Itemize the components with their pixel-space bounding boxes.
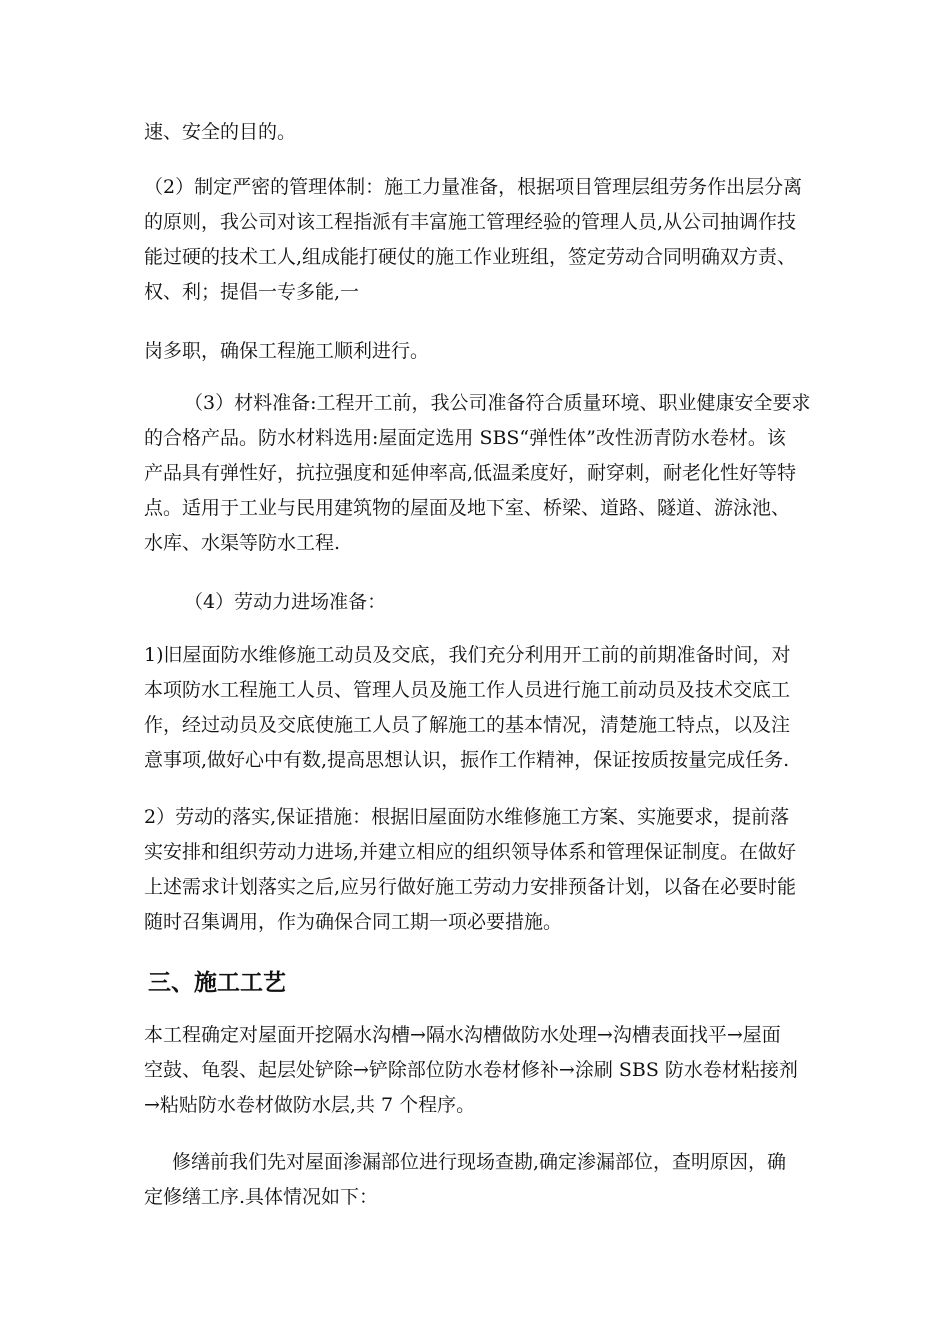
text-line: 空鼓、龟裂、起层处铲除→铲除部位防水卷材修补→涂刷 SBS 防水卷材粘接剂 — [144, 1059, 798, 1081]
paragraph-inspection — [144, 1145, 810, 1215]
paragraph-material-prep — [144, 386, 810, 561]
paragraph-mobilization — [144, 638, 810, 778]
text-line: （4）劳动力进场准备： — [184, 591, 387, 613]
text-line: 本项防水工程施工人员、管理人员及施工作人员进行施工前动员及技术交底工 — [144, 679, 791, 701]
text-line: 定修缮工序.具体情况如下： — [144, 1186, 379, 1208]
paragraph-process — [144, 1018, 810, 1123]
text-line: 能过硬的技术工人,组成能打硬仗的施工作业班组，签定劳动合同明确双方责、 — [144, 246, 797, 268]
text-line: 速、安全的目的。 — [144, 121, 297, 143]
text-line: →粘贴防水卷材做防水层,共 7 个程序。 — [144, 1094, 476, 1116]
text-line: （3）材料准备:工程开工前，我公司准备符合质量环境、职业健康安全要求 — [184, 392, 811, 414]
text-line: 的合格产品。防水材料选用:屋面定选用 SBS“弹性体”改性沥青防水卷材。该 — [144, 427, 786, 449]
text-line: 本工程确定对屋面开挖隔水沟槽→隔水沟槽做防水处理→沟槽表面找平→屋面 — [144, 1024, 781, 1046]
text-line: 意事项,做好心中有数,提高思想认识，振作工作精神，保证按质按量完成任务. — [144, 749, 790, 771]
text-line: 实安排和组织劳动力进场,并建立相应的组织领导体系和管理保证制度。在做好 — [144, 841, 797, 863]
paragraph-multi-post — [144, 334, 810, 369]
text-line: 产品具有弹性好，抗拉强度和延伸率高,低温柔度好，耐穿刺，耐老化性好等特 — [144, 462, 797, 484]
text-line: 2）劳动的落实,保证措施：根据旧屋面防水维修施工方案、实施要求，提前落 — [144, 806, 790, 828]
text-line: 点。适用于工业与民用建筑物的屋面及地下室、桥梁、道路、隧道、游泳池、 — [144, 497, 791, 519]
section-heading: 三、施工工艺 — [148, 970, 286, 996]
text-line: 随时召集调用，作为确保合同工期一项必要措施。 — [144, 911, 563, 933]
text-line: 水库、水渠等防水工程. — [144, 532, 341, 554]
paragraph-management-system — [144, 170, 810, 310]
text-line: 作，经过动员及交底使施工人员了解施工的基本情况，清楚施工特点，以及注 — [144, 714, 791, 736]
text-line: 1)旧屋面防水维修施工动员及交底，我们充分利用开工前的前期准备时间，对 — [144, 644, 791, 666]
text-line: （2）制定严密的管理体制：施工力量准备，根据项目管理层组劳务作出层分离 — [144, 176, 803, 198]
paragraph-labor-measures — [144, 800, 810, 940]
text-line: 修缮前我们先对屋面渗漏部位进行现场查勘,确定渗漏部位，查明原因，确 — [172, 1151, 787, 1173]
text-line: 上述需求计划落实之后,应另行做好施工劳动力安排预备计划，以备在必要时能 — [144, 876, 797, 898]
paragraph-closing-line — [144, 115, 810, 150]
paragraph-labor-entry — [144, 585, 810, 620]
text-line: 的原则，我公司对该工程指派有丰富施工管理经验的管理人员,从公司抽调作技 — [144, 211, 797, 233]
text-line: 权、利；提倡一专多能,一 — [144, 281, 360, 303]
text-line: 岗多职，确保工程施工顺利进行。 — [144, 340, 430, 362]
